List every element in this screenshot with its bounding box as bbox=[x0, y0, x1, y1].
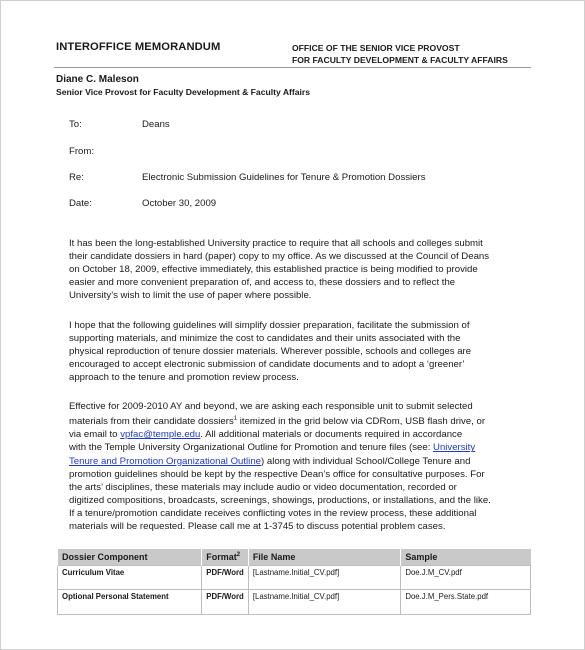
re-label: Re: bbox=[69, 172, 84, 183]
text-run: with the Temple University Organizational Outline for Promotion and tenure files (see: bbox=[69, 442, 434, 454]
paragraph-line: the arts’ disciplines, these materials may include audio or video documentation, recorded or bbox=[69, 481, 457, 493]
paragraph-line: their candidate dossiers in hard (paper) copy to my office. As we discussed at the Council of Deans bbox=[69, 251, 490, 263]
text-run: via email to bbox=[69, 429, 121, 441]
footnote-marker: 1 bbox=[233, 416, 238, 423]
outline-link-part-2[interactable]: Tenure and Promotion Organizational Outline bbox=[69, 455, 261, 467]
paragraph-line bbox=[69, 413, 524, 428]
sender-name: Diane C. Maleson bbox=[56, 74, 139, 85]
date-label: Date: bbox=[69, 198, 92, 209]
sender-title: Senior Vice Provost for Faculty Development & Faculty Affairs bbox=[56, 87, 311, 97]
paragraph-3 bbox=[69, 400, 524, 533]
paragraph-line: promotion guidelines should be kept by the respective Dean’s office for consultative purposes. For bbox=[69, 468, 485, 480]
paragraph-line: easier and more convenient preparation of, and access to, these dossiers and to reflect the bbox=[69, 277, 456, 289]
office-line-2: FOR FACULTY DEVELOPMENT & FACULTY AFFAIRS bbox=[292, 54, 508, 65]
text-run: materials from their candidate dossiers bbox=[69, 416, 234, 428]
table-cell: Optional Personal Statement bbox=[58, 590, 202, 615]
footnote-marker: 2 bbox=[236, 552, 241, 558]
paragraph-line: on October 18, 2009, effective immediately, this established practice is being modified to provide bbox=[69, 264, 478, 276]
table-cell: [Lastname.Initial_CV.pdf] bbox=[248, 566, 401, 590]
to-label: To: bbox=[69, 119, 82, 130]
date-value: October 30, 2009 bbox=[142, 198, 217, 209]
email-link[interactable]: vpfac@temple.edu bbox=[120, 429, 201, 441]
paragraph-line: It has been the long-established University practice to require that all schools and colleges submit bbox=[69, 238, 483, 249]
paragraph-line: physical reproduction of tenure dossier materials. Wherever possible, schools and colleges are bbox=[69, 346, 472, 358]
text-run: itemized in the grid below via CDRom, USB flash drive, or bbox=[237, 416, 486, 428]
office-line-1: OFFICE OF THE SENIOR VICE PROVOST bbox=[292, 43, 460, 53]
from-label: From: bbox=[69, 146, 95, 157]
table-cell: [Lastname.Initial_CV.pdf] bbox=[248, 590, 401, 615]
paragraph-line: I hope that the following guidelines will simplify dossier preparation, facilitate the submission of bbox=[69, 320, 470, 331]
text-run: . All additional materials or documents required in accordance bbox=[200, 429, 463, 441]
column-header-text: Format bbox=[206, 552, 237, 562]
table-cell: Doe.J.M_CV.pdf bbox=[401, 566, 531, 590]
table-header-row bbox=[58, 549, 531, 566]
paragraph-line: approach to the tenure and promotion review process. bbox=[69, 372, 299, 384]
paragraph-line bbox=[69, 455, 524, 468]
column-header: Dossier Component bbox=[58, 549, 202, 566]
paragraph-line: encouraged to accept electronic submission of candidate documents and to adopt a ‘greener’ bbox=[69, 359, 465, 371]
to-value: Deans bbox=[142, 119, 170, 130]
table-cell: Curriculum Vitae bbox=[58, 566, 202, 590]
paragraph-line: materials will be requested. Please call me at 1-3745 to discuss potential problem cases. bbox=[69, 521, 446, 533]
table-cell: Doe.J.M_Pers.State.pdf bbox=[401, 590, 531, 615]
paragraph-line bbox=[69, 428, 524, 441]
dossier-table bbox=[57, 549, 531, 615]
paragraph-line: If a tenure/promotion candidate receives conflicting votes in the review process, these additional bbox=[69, 507, 477, 519]
office-heading bbox=[292, 43, 508, 66]
paragraph-line bbox=[69, 441, 524, 454]
table-cell: PDF/Word bbox=[202, 566, 249, 590]
text-run: ) along with individual School/College Tenure and bbox=[261, 455, 471, 467]
header-divider bbox=[54, 67, 531, 68]
column-header: File Name bbox=[248, 549, 401, 566]
paragraph-1 bbox=[69, 237, 524, 302]
paragraph-line: digitized compositions, broadcasts, screenings, showings, productions, or installations, and the like. bbox=[69, 494, 491, 506]
table-row bbox=[58, 566, 531, 590]
table-cell: PDF/Word bbox=[202, 590, 249, 615]
re-value: Electronic Submission Guidelines for Tenure & Promotion Dossiers bbox=[142, 172, 426, 183]
column-header bbox=[202, 549, 249, 566]
table-row bbox=[58, 590, 531, 615]
paragraph-line: supporting materials, and minimize the cost to candidates and their units associated with the bbox=[69, 333, 461, 345]
memo-title: INTEROFFICE MEMORANDUM bbox=[56, 41, 221, 53]
paragraph-line: Effective for 2009-2010 AY and beyond, we are asking each responsible unit to submit selected bbox=[69, 401, 473, 412]
outline-link-part-1[interactable]: University bbox=[433, 442, 476, 454]
paragraph-2 bbox=[69, 319, 524, 384]
paragraph-line: University’s wish to limit the use of paper where possible. bbox=[69, 290, 312, 302]
column-header: Sample bbox=[401, 549, 531, 566]
